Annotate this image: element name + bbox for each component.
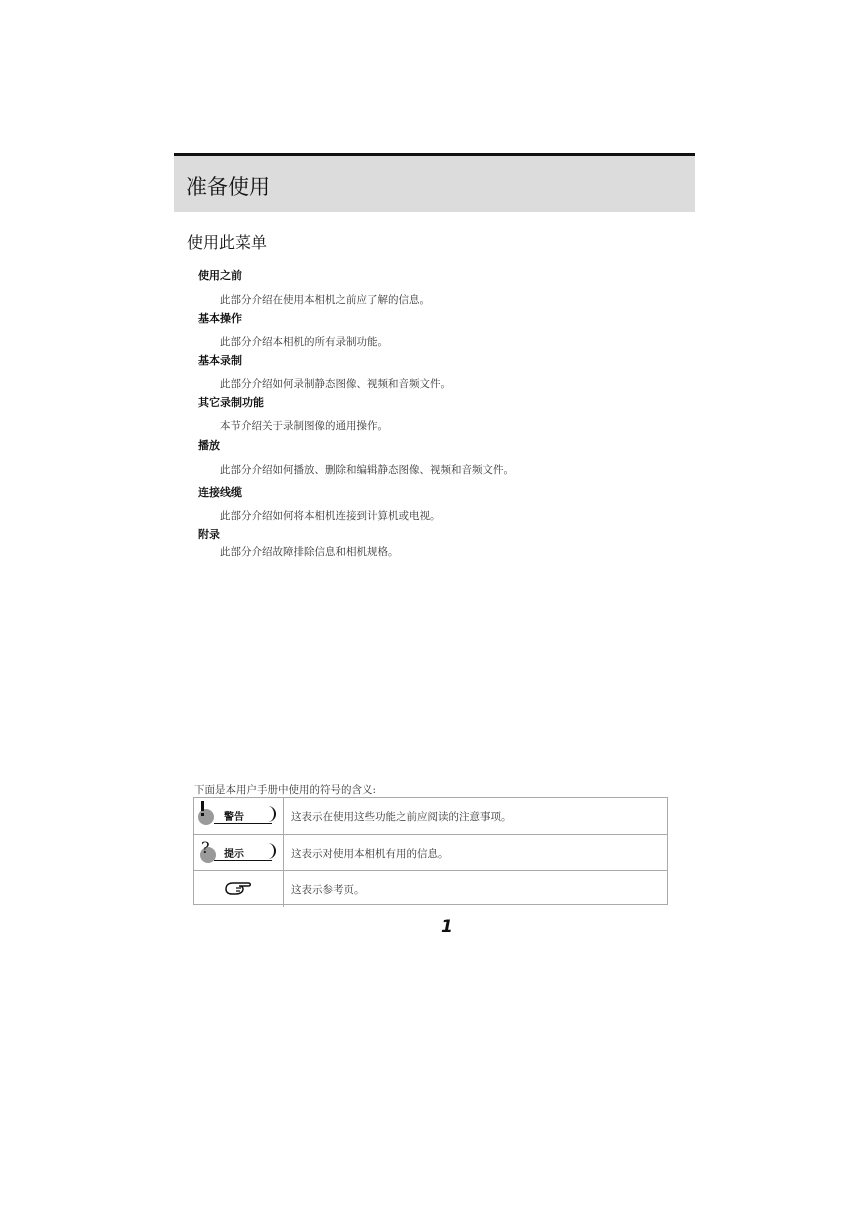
legend-text-warning: 这表示在使用这些功能之前应阅读的注意事项。 — [291, 811, 512, 823]
legend-row-reference — [194, 870, 667, 907]
toc-item-title: 其它录制功能 — [198, 396, 264, 409]
badge-bracket — [264, 806, 276, 822]
toc-item-desc: 此部分介绍如何录制静态图像、视频和音频文件。 — [220, 378, 451, 390]
toc-item-title: 使用之前 — [198, 269, 242, 282]
chapter-title: 准备使用 — [186, 175, 270, 199]
legend-icon-cell — [194, 871, 284, 907]
toc-item-title: 播放 — [198, 439, 220, 452]
badge-underline — [214, 860, 272, 861]
hint-label: 提示 — [224, 849, 244, 860]
svg-text:?: ? — [201, 839, 210, 857]
legend-row-hint — [194, 834, 667, 871]
chapter-header — [174, 156, 695, 212]
toc-item-desc: 本节介绍关于录制图像的通用操作。 — [220, 420, 388, 432]
toc-item-desc: 此部分介绍本相机的所有录制功能。 — [220, 336, 388, 348]
legend-text-hint: 这表示对使用本相机有用的信息。 — [291, 848, 449, 860]
legend-text-reference: 这表示参考页。 — [291, 884, 365, 896]
warning-icon — [196, 800, 216, 830]
symbol-legend-table — [193, 797, 668, 905]
warning-label: 警告 — [224, 812, 244, 823]
section-heading: 使用此菜单 — [187, 233, 268, 252]
toc-item-title: 基本操作 — [198, 312, 242, 325]
toc-item-title: 基本录制 — [198, 354, 242, 367]
hint-icon — [198, 839, 218, 867]
badge-underline — [214, 823, 272, 824]
legend-row-warning — [194, 798, 667, 834]
toc-item-desc: 此部分介绍如何将本相机连接到计算机或电视。 — [220, 510, 441, 522]
toc-item-desc: 此部分介绍如何播放、删除和编辑静态图像、视频和音频文件。 — [220, 464, 514, 476]
toc-item-desc: 此部分介绍在使用本相机之前应了解的信息。 — [220, 294, 430, 306]
legend-icon-cell — [194, 798, 284, 834]
legend-intro: 下面是本用户手册中使用的符号的含义: — [194, 784, 377, 796]
pointing-hand-icon — [224, 880, 254, 898]
toc-item-desc: 此部分介绍故障排除信息和相机规格。 — [220, 546, 399, 558]
page-number: 1 — [441, 917, 453, 937]
badge-bracket — [264, 843, 276, 859]
toc-item-title: 附录 — [198, 528, 220, 541]
legend-icon-cell — [194, 835, 284, 871]
toc-item-title: 连接线缆 — [198, 486, 242, 499]
